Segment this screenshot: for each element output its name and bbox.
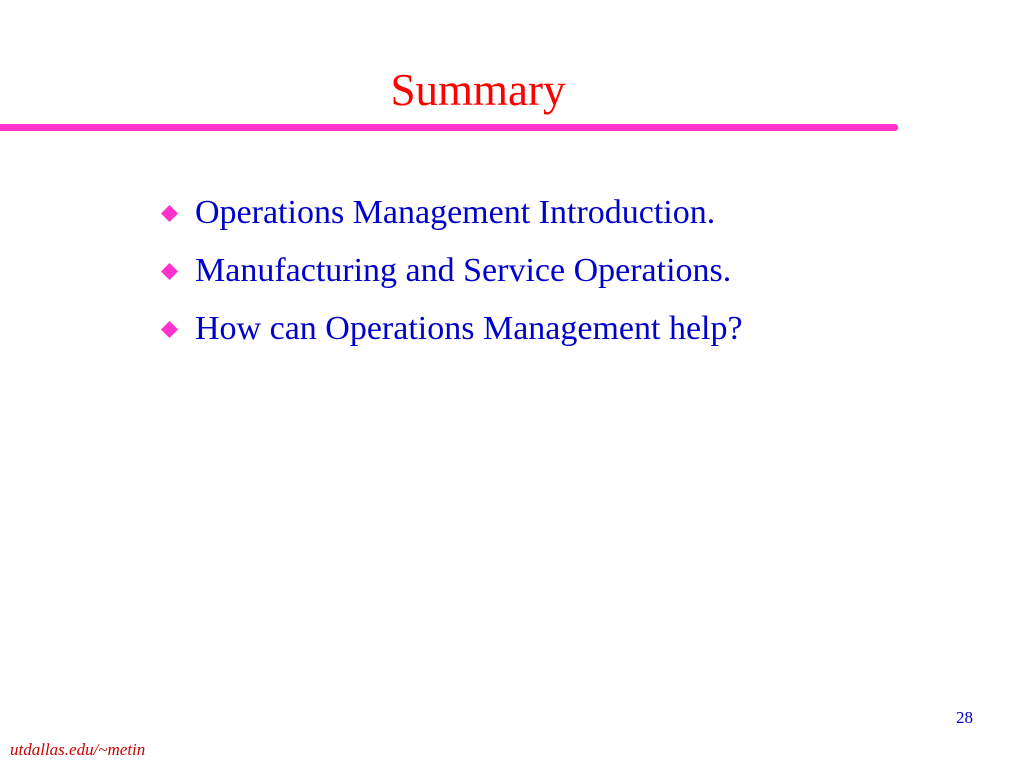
title-divider bbox=[0, 124, 898, 131]
bullet-item bbox=[160, 184, 743, 242]
bullet-item bbox=[160, 242, 743, 300]
diamond-bullet-icon bbox=[160, 262, 179, 281]
bullet-item bbox=[160, 300, 743, 358]
slide-title: Summary bbox=[390, 65, 566, 115]
bullet-list bbox=[160, 184, 743, 358]
footer-url: utdallas.edu/~metin bbox=[10, 740, 146, 759]
diamond-bullet-icon bbox=[160, 204, 179, 223]
diamond-bullet-icon bbox=[160, 320, 179, 339]
bullet-text: Manufacturing and Service Operations. bbox=[195, 252, 732, 289]
bullet-text: How can Operations Management help? bbox=[195, 310, 743, 347]
slide-number: 28 bbox=[956, 708, 973, 727]
bullet-text: Operations Management Introduction. bbox=[195, 194, 716, 231]
